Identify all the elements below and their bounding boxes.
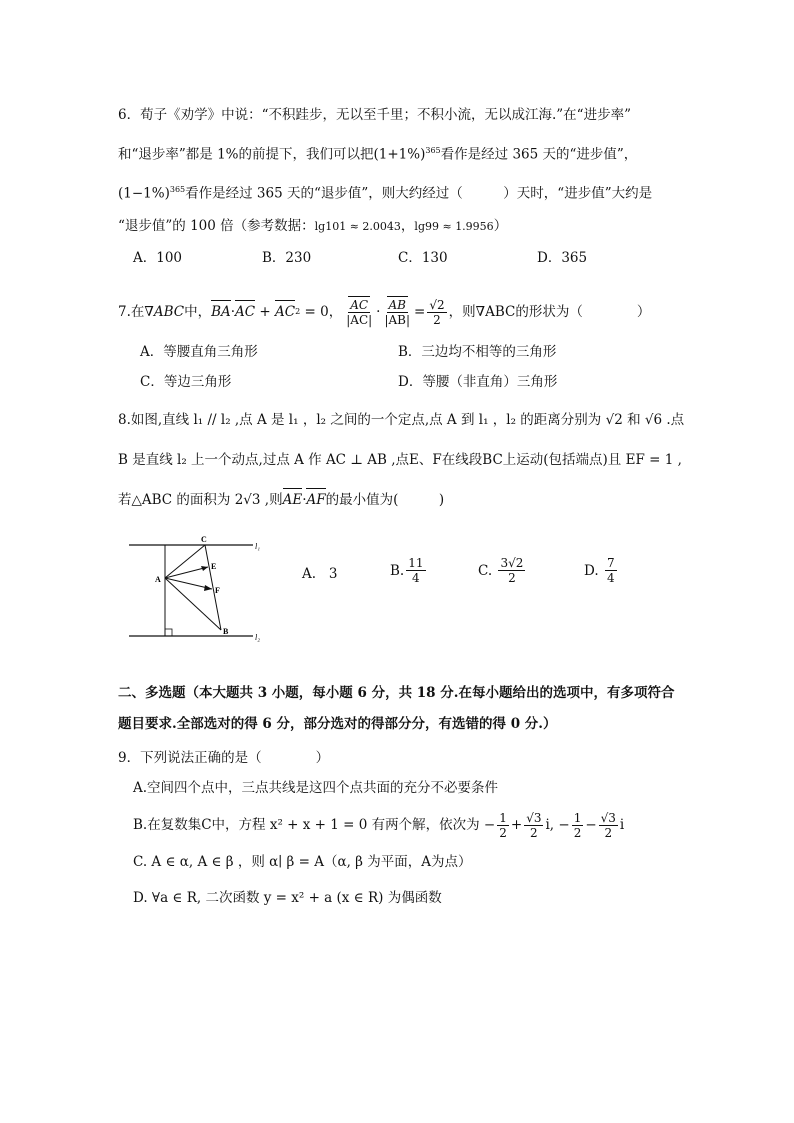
q7-eqzero: = 0， [304, 304, 343, 320]
q6-option-c[interactable]: C．130 [398, 250, 448, 266]
q9-option-c[interactable]: C. A ∈ α, A ∈ β ，则 α∣ β = A（α, β 为平面，A为点） [133, 854, 472, 870]
q7-option-b[interactable]: B．三边均不相等的三角形 [398, 344, 557, 360]
q7-option-c[interactable]: C．等边三角形 [140, 374, 232, 390]
q6-line3 [118, 180, 652, 204]
q6-ref-label: “退步值”的 100 倍（参考数据： [118, 218, 315, 234]
label-e: E [211, 562, 217, 571]
q6-line1: 6．荀子《劝学》中说：“不积跬步，无以至千里；不积小流，无以成江海.”在“进步率” [118, 107, 631, 123]
q6-exp1: 365 [425, 146, 441, 155]
q7-eqsign: = [414, 304, 426, 320]
q6-ref1: lg101 ≈ 2.0043 [314, 220, 401, 233]
q7-rhs: $\frac{√2}{2}$ [429, 297, 445, 327]
q9-option-a[interactable]: A.空间四个点中，三点共线是这四个点共面的充分不必要条件 [133, 780, 499, 796]
label-l1: l₁ [255, 542, 261, 551]
label-b: B [223, 627, 229, 636]
q6-line4: “退步值”的 100 倍（参考数据：lg101 ≈ 2.0043，lg99 ≈ 1.9956） [118, 218, 508, 234]
q6-option-b[interactable]: B．230 [262, 250, 312, 266]
q8-option-b[interactable]: B. $\frac{11}{4}$ [390, 556, 424, 585]
q8-option-c[interactable]: C. $\frac{3√2}{2}$ [478, 556, 524, 585]
q6-ref2: lg99 ≈ 1.9956 [414, 220, 494, 233]
q6-expr1: (1+1%) [373, 146, 426, 163]
q9-option-d[interactable]: D. ∀a ∈ R, 二次函数 y = x² + a (x ∈ R) 为偶函数 [133, 890, 442, 906]
label-f: F [215, 586, 220, 595]
q7-prefix: 7.在 [118, 304, 145, 320]
q8-vector-ae: AE [282, 492, 303, 508]
q8-line3: 若△ABC 的面积为 2√3 ,则AE·AF的最小值为( ) [118, 492, 445, 508]
q7-option-d[interactable]: D．等腰（非直角）三角形 [398, 374, 558, 390]
q8-figure [125, 533, 275, 645]
q7-frac1: $\frac{AC}{|AC|}$ [346, 297, 373, 327]
right-angle-mark [165, 629, 172, 636]
label-c: C [201, 535, 207, 544]
q7-vector-ac: AC [235, 304, 256, 320]
q8-option-a[interactable]: A. 3 [302, 566, 338, 582]
q7-triangle: ∇ABC [144, 304, 185, 320]
q9-option-b[interactable]: B.在复数集C中，方程 x² + x + 1 = 0 有两个解，依次为 − $\frac{1}{2}$ + $\frac{√3}{2}$ i, − $\frac{1}{2}$ − $\frac{√3}{2}$ i [133, 810, 625, 840]
q7-zhong: 中， [184, 304, 212, 320]
q6-line2 [118, 141, 637, 165]
q7-vector-ba: BA [211, 304, 231, 320]
q8-line1: 8.如图,直线 l₁ // l₂ ,点 A 是 l₁ ，l₂ 之间的一个定点,点 A 到 l₁ ，l₂ 的距离分别为 √2 和 √6 .点 [118, 412, 685, 428]
q8-vector-af: AF [306, 492, 326, 508]
q9-stem: 9．下列说法正确的是（ ） [118, 750, 330, 766]
label-a: A [155, 575, 161, 584]
section2-header-line1: 二、多选题（本大题共 3 小题，每小题 6 分，共 18 分.在每小题给出的选项中，有多项符合 [118, 685, 675, 701]
q6-expr2: (1−1%) [118, 185, 170, 202]
q7-option-a[interactable]: A．等腰直角三角形 [140, 344, 258, 360]
q6-option-d[interactable]: D．365 [537, 250, 588, 266]
label-l2: l₂ [255, 633, 261, 642]
q6-line2-text: 和“退步率”都是 1%的前提下，我们可以把 [118, 146, 374, 163]
q7-suffix: ，则∇ABC的形状为（ ） [448, 304, 651, 320]
q6-exp2: 365 [169, 185, 186, 194]
q7-stem: 7.在 ∇ABC 中， BA · AC + AC 2 = 0， $\frac{AC}{|AC|}$ · $\frac{AB}{|AB|}$ = $\frac{√2}{2}$ ，则∇ABC的形状为（ ） [118, 297, 651, 327]
q6-line3-text: 看作是经过 365 天的“退步值”，则大约经过（ ）天时，“进步值”大约是 [185, 185, 653, 202]
q6-line2-tail: 看作是经过 365 天的“进步值”， [440, 146, 638, 163]
q8-line3-tail: 的最小值为( ) [325, 492, 445, 508]
q8-line3-text: 若△ABC 的面积为 2√3 ,则 [118, 492, 283, 508]
q6-option-a[interactable]: A．100 [133, 250, 183, 266]
q7-frac2: $\frac{AB}{|AB|}$ [384, 297, 411, 327]
q6-ref-close: ） [493, 218, 508, 234]
q8-line2: B 是直线 l₂ 上一个动点,过点 A 作 AC ⊥ AB ,点E、F在线段BC上运动(包括端点)且 EF = 1 , [118, 452, 682, 468]
section2-header-line2: 题目要求.全部选对的得 6 分，部分选对的得部分分，有选错的得 0 分.） [118, 716, 557, 732]
q8-option-d[interactable]: D. $\frac{7}{4}$ [584, 556, 615, 585]
q7-vector-ac2: AC [275, 304, 296, 320]
